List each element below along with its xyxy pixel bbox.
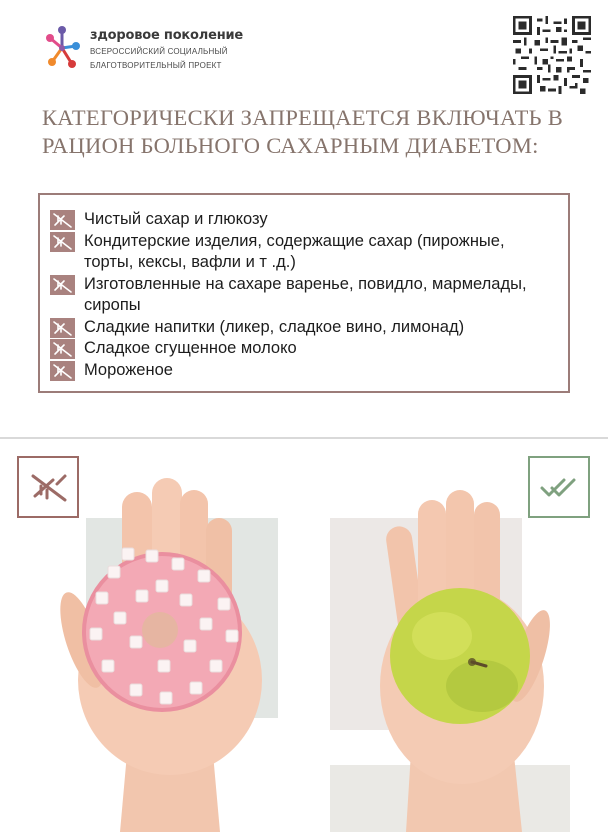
crossed-wheat-icon: [50, 361, 75, 381]
list-item-text: Мороженое: [84, 360, 173, 379]
brand-subtitle-1: ВСЕРОССИЙСКИЙ СОЦИАЛЬНЫЙ: [90, 47, 228, 56]
list-item: [50, 231, 558, 253]
list-item-text: Кондитерские изделия, содержащие сахар (пирожные,: [84, 231, 505, 250]
list-item: [50, 209, 558, 231]
divider: [0, 437, 608, 439]
brand-name: здоровое поколение: [90, 28, 244, 43]
crossed-wheat-icon: [50, 339, 75, 359]
list-item-text: сиропы: [84, 296, 141, 314]
crossed-wheat-icon: [50, 275, 75, 295]
forbidden-badge: [17, 456, 79, 518]
list-item-text: Чистый сахар и глюкозу: [84, 210, 268, 228]
list-item: [50, 274, 558, 296]
brand-subtitle-2: БЛАГОТВОРИТЕЛЬНЫЙ ПРОЕКТ: [90, 61, 222, 70]
list-item: [50, 338, 558, 360]
headline-line-2: РАЦИОН БОЛЬНОГО САХАРНЫМ ДИАБЕТОМ:: [42, 133, 539, 158]
list-item-text: Сладкие напитки (ликер, сладкое вино, лимонад): [84, 317, 465, 336]
list-item-continuation: [50, 295, 558, 317]
brand-block: [90, 28, 243, 71]
headline-line-1: КАТЕГОРИЧЕСКИ ЗАПРЕЩАЕТСЯ ВКЛЮЧАТЬ В: [42, 105, 564, 130]
list-item-continuation: [50, 252, 558, 274]
list-item-text: Изготовленные на сахаре варенье, повидло, мармелады,: [84, 274, 527, 293]
headline: [42, 104, 572, 160]
list-item: [50, 317, 558, 339]
forbidden-list: [38, 193, 570, 393]
list-item: [50, 360, 558, 382]
crossed-wheat-icon: [50, 210, 75, 230]
approved-badge: [528, 456, 590, 518]
apple-in-hand-image: [372, 486, 552, 832]
qr-code[interactable]: [513, 16, 591, 94]
crossed-wheat-icon: [50, 318, 75, 338]
forbidden-icon: [19, 458, 77, 516]
donut-in-hand-image: [60, 470, 280, 832]
list-item-text: Сладкое сгущенное молоко: [84, 339, 297, 357]
list-item-text: торты, кексы, вафли и т .д.): [84, 253, 296, 271]
brand-logo-icon: [42, 24, 82, 72]
crossed-wheat-icon: [50, 232, 75, 252]
approved-check-icon: [530, 458, 588, 516]
